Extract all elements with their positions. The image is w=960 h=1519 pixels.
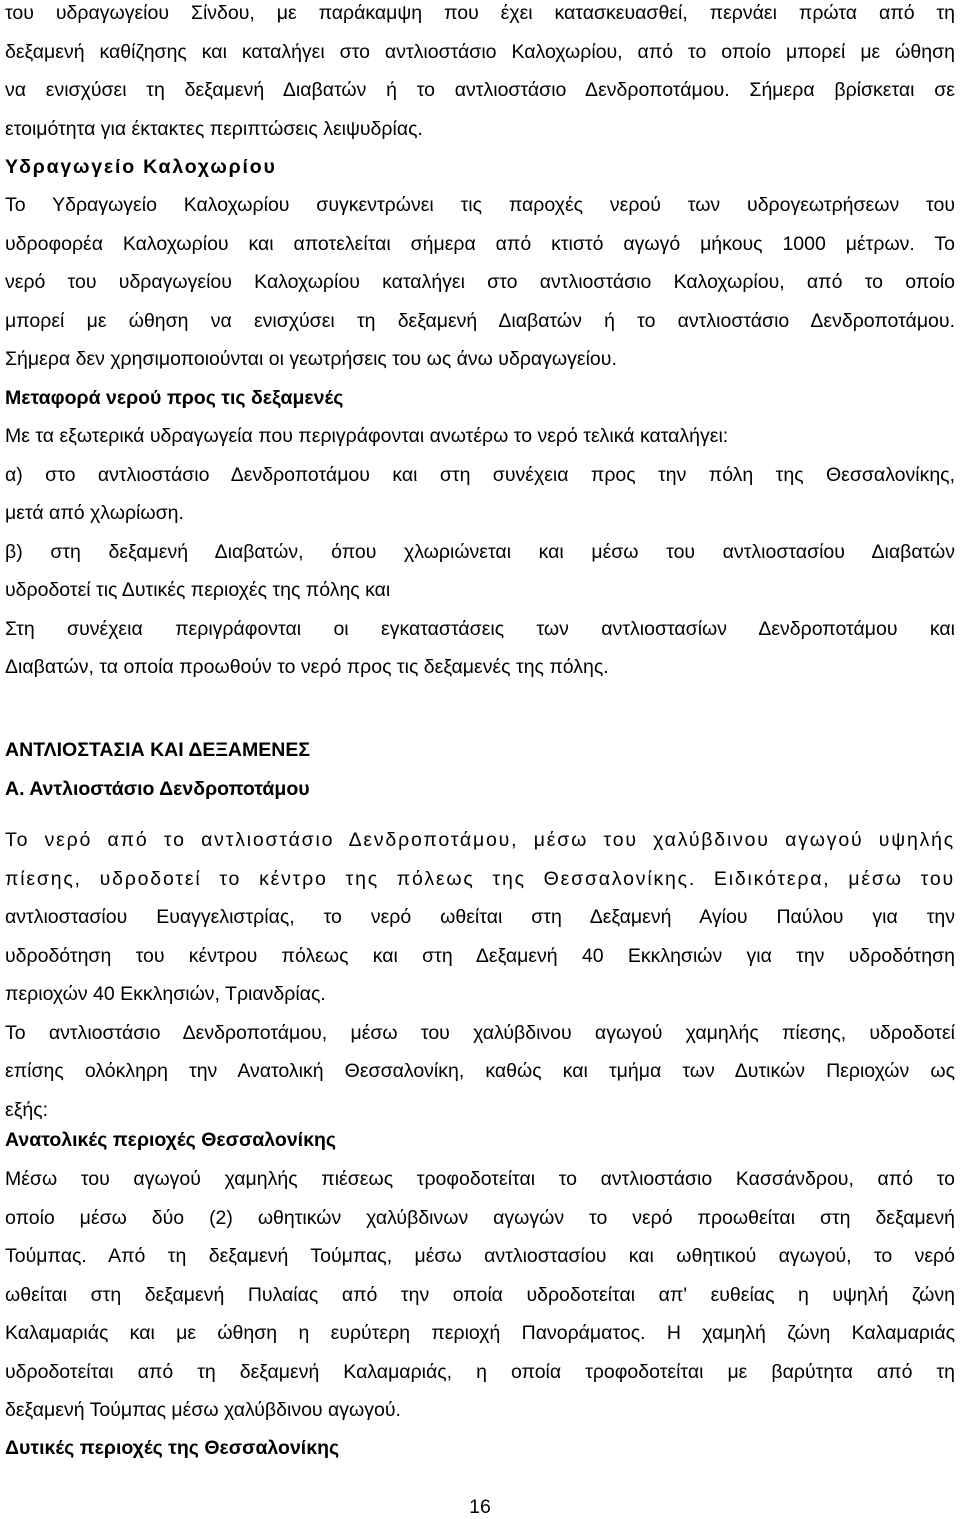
body-text-line: υδροδοτεί τις Δυτικές περιοχές της πόλης και (5, 579, 391, 601)
body-text-line: αντλιοστασίου Ευαγγελιστρίας, το νερό ωθείται στη Δεξαμενή Αγίου Παύλου για την (5, 906, 955, 928)
body-text-line: ωθείται στη δεξαμενή Πυλαίας από την οποία υδροδοτείται απ' ευθείας η υψηλή ζώνη (5, 1284, 955, 1306)
body-text-line: Τούμπας. Από τη δεξαμενή Τούμπας, μέσω αντλιοστασίου και ωθητικού αγωγού, το νερό (5, 1245, 955, 1267)
body-text-line: μπορεί με ώθηση να ενισχύσει τη δεξαμενή Διαβατών ή το αντλιοστάσιο Δενδροποτάμου. (5, 310, 955, 332)
body-text-line: ετοιμότητα για έκτακτες περιπτώσεις λειψυδρίας. (5, 118, 423, 140)
body-text-line: β) στη δεξαμενή Διαβατών, όπου χλωριώνεται και μέσω του αντλιοστασίου Διαβατών (5, 541, 955, 563)
body-text-line: υδροδότηση του κέντρου πόλεως και στη Δεξαμενή 40 Εκκλησιών για την υδροδότηση (5, 945, 955, 967)
body-text-line: Το Υδραγωγείο Καλοχωρίου συγκεντρώνει τις παροχές νερού των υδρογεωτρήσεων του (5, 194, 955, 216)
chapter-heading: ΑΝΤΛΙΟΣΤΑΣΙΑ ΚΑΙ ΔΕΞΑΜΕΝΕΣ (5, 739, 311, 761)
page-number: 16 (469, 1496, 491, 1518)
section-heading: Μεταφορά νερού προς τις δεξαμενές (5, 387, 344, 409)
body-text-line: εξής: (5, 1099, 49, 1121)
body-text-line: περιοχών 40 Εκκλησιών, Τριανδρίας. (5, 983, 326, 1005)
body-text-line: υδροδοτείται από τη δεξαμενή Καλαμαριάς, η οποία τροφοδοτείται με βαρύτητα από τη (5, 1361, 955, 1383)
subsection-heading: Ανατολικές περιοχές Θεσσαλονίκης (5, 1129, 337, 1151)
body-text-line: δεξαμενή Τούμπας μέσω χαλύβδινου αγωγού. (5, 1399, 401, 1421)
body-text-line: Μέσω του αγωγού χαμηλής πιέσεως τροφοδοτείται το αντλιοστάσιο Κασσάνδρου, από το (5, 1168, 955, 1190)
body-text-line: του υδραγωγείου Σίνδου, με παράκαμψη που έχει κατασκευασθεί, περνάει πρώτα από τη (5, 2, 955, 24)
body-text-line: μετά από χλωρίωση. (5, 502, 184, 524)
body-text-line: οποίο μέσω δύο (2) ωθητικών χαλύβδινων αγωγών το νερό προωθείται στη δεξαμενή (5, 1207, 955, 1229)
body-text-line: επίσης ολόκληρη την Ανατολική Θεσσαλονίκη, καθώς και τμήμα των Δυτικών Περιοχών ως (5, 1060, 955, 1082)
section-heading: Α. Αντλιοστάσιο Δενδροποτάμου (5, 778, 310, 800)
body-text-line: υδροφορέα Καλοχωρίου και αποτελείται σήμερα από κτιστό αγωγό μήκους 1000 μέτρων. Το (5, 233, 955, 255)
body-text-line: νερό του υδραγωγείου Καλοχωρίου καταλήγει στο αντλιοστάσιο Καλοχωρίου, από το οποίο (5, 271, 955, 293)
section-heading: Υδραγωγείο Καλοχωρίου (5, 156, 277, 178)
body-text-line: Σήμερα δεν χρησιμοποιούνται οι γεωτρήσεις του ως άνω υδραγωγείου. (5, 348, 617, 370)
body-text-line: Με τα εξωτερικά υδραγωγεία που περιγράφονται ανωτέρω το νερό τελικά καταλήγει: (5, 425, 729, 447)
body-text-line: Στη συνέχεια περιγράφονται οι εγκαταστάσεις των αντλιοστασίων Δενδροποτάμου και (5, 618, 955, 640)
body-text-line: πίεσης, υδροδοτεί το κέντρο της πόλεως της Θεσσαλονίκης. Ειδικότερα, μέσω του (5, 868, 955, 890)
subsection-heading: Δυτικές περιοχές της Θεσσαλονίκης (5, 1437, 340, 1459)
body-text-line: α) στο αντλιοστάσιο Δενδροποτάμου και στη συνέχεια προς την πόλη της Θεσσαλονίκης, (5, 464, 955, 486)
body-text-line: Το νερό από το αντλιοστάσιο Δενδροποτάμου, μέσω του χαλύβδινου αγωγού υψηλής (5, 829, 955, 851)
body-text-line: Διαβατών, τα οποία προωθούν το νερό προς τις δεξαμενές της πόλης. (5, 656, 609, 678)
body-text-line: Το αντλιοστάσιο Δενδροποτάμου, μέσω του χαλύβδινου αγωγού χαμηλής πίεσης, υδροδοτεί (5, 1022, 955, 1044)
body-text-line: Καλαμαριάς και με ώθηση η ευρύτερη περιοχή Πανοράματος. Η χαμηλή ζώνη Καλαμαριάς (5, 1322, 955, 1344)
body-text-line: να ενισχύσει τη δεξαμενή Διαβατών ή το αντλιοστάσιο Δενδροποτάμου. Σήμερα βρίσκεται σε (5, 79, 955, 101)
body-text-line: δεξαμενή καθίζησης και καταλήγει στο αντλιοστάσιο Καλοχωρίου, από το οποίο μπορεί με ώθηση (5, 41, 955, 63)
